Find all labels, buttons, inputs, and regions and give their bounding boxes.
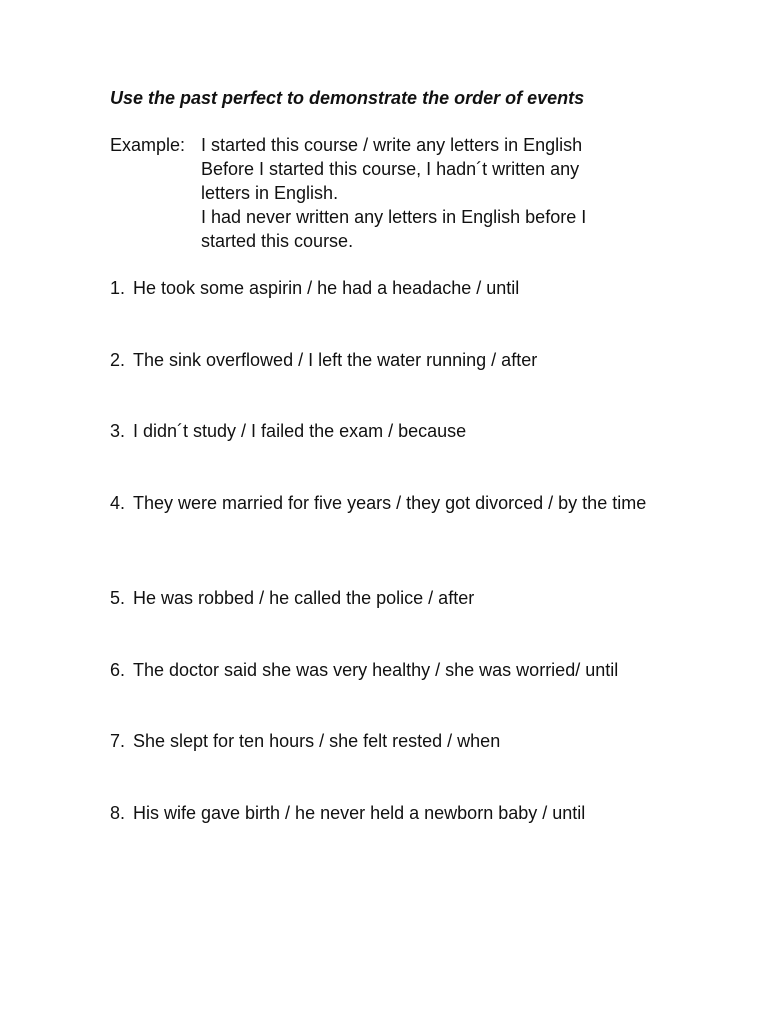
exercise-item xyxy=(110,729,670,801)
worksheet-title: Use the past perfect to demonstrate the order of events xyxy=(110,88,585,108)
example-lines xyxy=(201,133,631,253)
example-prompt-line: I started this course / write any letters in English xyxy=(201,135,583,155)
example-answer-line: Before I started this course, I hadn´t written any xyxy=(201,159,580,179)
exercise-number: 1. xyxy=(110,278,126,298)
example-answer-line: started this course. xyxy=(201,231,354,251)
exercise-number: 5. xyxy=(110,588,126,608)
exercise-number: 2. xyxy=(110,349,126,370)
exercise-number: 6. xyxy=(110,659,126,680)
exercise-number: 8. xyxy=(110,802,126,823)
exercise-item xyxy=(110,419,670,491)
exercise-item xyxy=(110,491,670,587)
example-answer-line: I had never written any letters in English before I xyxy=(201,207,587,227)
exercise-text: The doctor said she was very healthy / she was worried/ until xyxy=(133,659,619,680)
exercise-item xyxy=(110,276,670,348)
exercise-number: 7. xyxy=(110,731,126,751)
exercise-number: 4. xyxy=(110,492,126,513)
exercise-number: 3. xyxy=(110,421,126,441)
exercise-text: They were married for five years / they got divorced / by the time xyxy=(133,492,647,513)
exercise-text: She slept for ten hours / she felt rested / when xyxy=(133,731,501,751)
exercise-item xyxy=(110,801,670,873)
exercise-item xyxy=(110,658,670,730)
exercise-item xyxy=(110,586,670,658)
example-answer-line: letters in English. xyxy=(201,183,339,203)
exercise-text: His wife gave birth / he never held a newborn baby / until xyxy=(133,802,586,823)
example-label: Example: xyxy=(110,135,186,155)
exercise-text: I didn´t study / I failed the exam / because xyxy=(133,421,467,441)
exercise-text: He took some aspirin / he had a headache / until xyxy=(133,278,520,298)
exercise-text: He was robbed / he called the police / after xyxy=(133,588,475,608)
exercise-list xyxy=(110,276,670,872)
exercise-item xyxy=(110,348,670,420)
exercise-text: The sink overflowed / I left the water running / after xyxy=(133,349,538,370)
